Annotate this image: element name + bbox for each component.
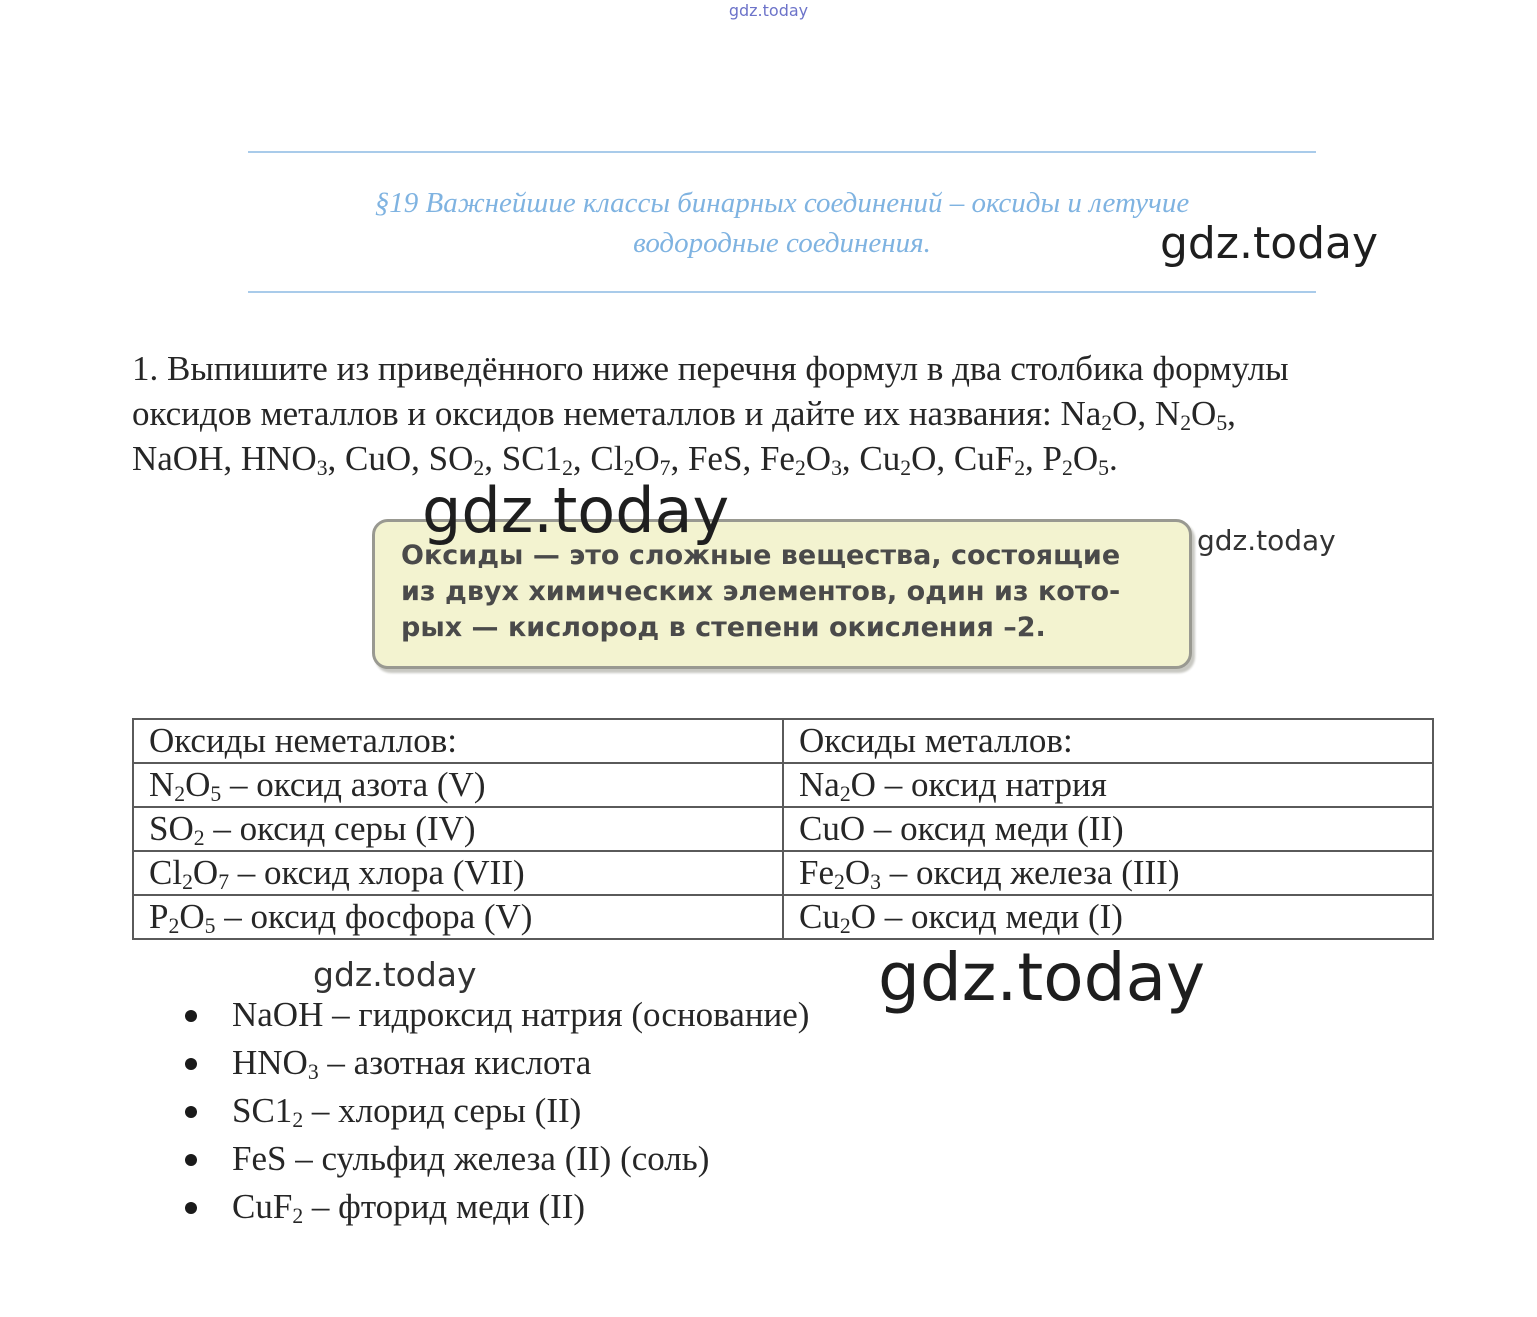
substance-name: – оксид меди (I)	[875, 897, 1123, 936]
formula-symbol: O	[850, 765, 876, 804]
watermark: gdz.today	[1160, 218, 1379, 269]
formula-separator: ,	[327, 439, 346, 478]
formula	[149, 765, 221, 804]
formula-separator: ,	[572, 439, 591, 478]
formula-symbol: O	[1191, 394, 1217, 433]
formula-symbol: FeS	[232, 1139, 287, 1178]
substance-name: – фторид меди (II)	[303, 1187, 586, 1226]
formula-separator: ,	[411, 439, 429, 478]
formula-symbol: CuO	[345, 439, 412, 478]
formula-symbol: HNO	[232, 1043, 308, 1082]
substance-name: – гидроксид натрия (основание)	[323, 995, 810, 1034]
formula-symbol: O	[634, 439, 660, 478]
table-cell	[133, 851, 783, 895]
definition-line-3: рых — кислород в степени окисления –2.	[401, 612, 1046, 643]
substance-name: – азотная кислота	[318, 1043, 592, 1082]
formula-symbol: O	[805, 439, 832, 478]
formula	[232, 1139, 286, 1178]
list-item-text	[232, 1187, 585, 1226]
watermark: gdz.today	[313, 955, 477, 994]
formula-symbol: Na	[799, 765, 840, 804]
table-cell	[133, 807, 783, 851]
formula-subscript: 5	[210, 781, 222, 806]
formula	[241, 439, 328, 478]
formula-symbol: Fe	[759, 439, 795, 478]
formula-subscript: 2	[1014, 455, 1026, 480]
formula-symbol: SO	[149, 809, 194, 848]
formula	[799, 765, 876, 804]
formula-symbol: CuF	[953, 439, 1015, 478]
formula-subscript: 2	[174, 781, 186, 806]
bullet-icon	[185, 1202, 197, 1214]
formula-separator: ,	[841, 439, 860, 478]
formula-symbol: HNO	[240, 439, 317, 478]
formula	[590, 439, 670, 478]
formula-subscript: 7	[659, 455, 671, 480]
formula-separator: ,	[1025, 439, 1043, 478]
list-item	[180, 1089, 809, 1137]
formula	[149, 897, 215, 936]
formula-separator: ,	[1227, 394, 1236, 433]
formula	[954, 439, 1025, 478]
bullet-icon	[185, 1154, 197, 1166]
formula	[799, 853, 881, 892]
formula-subscript: 5	[1098, 455, 1109, 480]
bullet-icon	[185, 1106, 197, 1118]
formula	[132, 439, 223, 478]
formula-subscript: 2	[623, 455, 635, 480]
formula	[232, 1043, 319, 1082]
watermark: gdz.today	[422, 474, 730, 547]
formula-separator: ,	[670, 439, 688, 478]
oxides-table	[132, 718, 1434, 940]
formula	[688, 439, 742, 478]
formula-subscript: 2	[168, 913, 180, 938]
formula-separator: ,	[484, 439, 502, 478]
formula-symbol: CuO	[799, 809, 866, 848]
formula-separator: .	[1108, 439, 1118, 478]
table-header-row	[133, 719, 1433, 763]
formula-subscript: 2	[292, 1203, 304, 1228]
formula	[232, 995, 323, 1034]
formula-separator: ,	[223, 439, 241, 478]
formula-separator: ,	[936, 439, 954, 478]
formula	[345, 439, 411, 478]
formula-symbol: P	[149, 897, 169, 936]
substance-name: – оксид серы (IV)	[204, 809, 476, 848]
formula-symbol: O	[1112, 394, 1138, 433]
table-row	[133, 807, 1433, 851]
list-item-text	[232, 1139, 709, 1178]
task-text	[132, 346, 1452, 481]
formula-subscript: 7	[218, 869, 230, 894]
formula	[859, 439, 936, 478]
formula-symbol: O	[911, 439, 937, 478]
formula-subscript: 2	[473, 455, 485, 480]
formula-subscript: 2	[292, 1107, 304, 1132]
substance-name: – сульфид железа (II) (соль)	[286, 1139, 710, 1178]
formula-symbol: O	[850, 897, 876, 936]
formula-symbol: Na	[1060, 394, 1102, 433]
formula-subscript: 3	[316, 455, 328, 480]
formula-subscript: 3	[831, 455, 842, 480]
formula-subscript: 3	[307, 1059, 319, 1084]
table-cell	[133, 763, 783, 807]
list-item	[180, 1137, 809, 1185]
formula-symbol: O	[185, 765, 211, 804]
substance-name: – оксид хлора (VII)	[229, 853, 525, 892]
formula	[149, 853, 229, 892]
list-item-text	[232, 1043, 591, 1082]
other-substances-list	[180, 993, 809, 1233]
formula	[1060, 394, 1137, 433]
formula-symbol: NaOH	[232, 995, 324, 1034]
task-line-3	[132, 436, 1452, 481]
formula-symbol: FeS	[687, 439, 743, 478]
table-row	[133, 763, 1433, 807]
formula-symbol: N	[1154, 394, 1181, 433]
substance-name: – оксид железа (III)	[880, 853, 1180, 892]
formula-symbol: O	[192, 853, 219, 892]
formula-subscript: 3	[870, 869, 881, 894]
task-line-2-text: оксидов металлов и оксидов неметаллов и дайте их названия:	[132, 394, 1061, 433]
header-rule-bottom	[248, 291, 1316, 293]
formula-symbol: Cl	[149, 853, 183, 892]
list-item-text	[232, 1091, 581, 1130]
formula-symbol: Cu	[799, 897, 840, 936]
formula-subscript: 2	[834, 869, 845, 894]
formula	[1155, 394, 1227, 433]
section-title-line-2: водородные соединения.	[633, 227, 931, 259]
task-line-2	[132, 391, 1452, 436]
formula	[799, 809, 865, 848]
bullet-icon	[185, 1010, 197, 1022]
substance-name: – хлорид серы (II)	[303, 1091, 582, 1130]
list-item	[180, 1041, 809, 1089]
table-row	[133, 895, 1433, 939]
formula-subscript: 5	[204, 913, 216, 938]
formula-subscript: 2	[1180, 410, 1192, 435]
substance-name: – оксид натрия	[875, 765, 1107, 804]
definition-line-2: из двух химических элементов, один из кото-	[401, 576, 1121, 607]
formula-subscript: 2	[1062, 455, 1073, 480]
bullet-icon	[185, 1058, 197, 1070]
list-item	[180, 993, 809, 1041]
formula-subscript: 2	[562, 455, 573, 480]
formula-subscript: 2	[1101, 410, 1113, 435]
formula-symbol: O	[179, 897, 205, 936]
formula	[502, 439, 573, 478]
formula-subscript: 2	[193, 825, 205, 850]
formula	[1043, 439, 1109, 478]
formula-subscript: 5	[1216, 410, 1228, 435]
substance-name: – оксид фосфора (V)	[215, 897, 533, 936]
formula-subscript: 2	[182, 869, 193, 894]
formula	[760, 439, 842, 478]
table-cell	[783, 851, 1433, 895]
watermark: gdz.today	[1197, 524, 1336, 557]
substance-name: – оксид меди (II)	[865, 809, 1124, 848]
definition-line-1: Оксиды — это сложные вещества, состоящие	[401, 540, 1121, 571]
formula-symbol: O	[844, 853, 871, 892]
task-line-1: 1. Выпишите из приведённого ниже перечня формул в два столбика формулы	[132, 349, 1289, 388]
formula-symbol: Cu	[859, 439, 901, 478]
formula-subscript: 2	[794, 455, 806, 480]
formula-symbol: NaOH	[132, 439, 224, 478]
formula-symbol: CuF	[232, 1187, 293, 1226]
table-row	[133, 851, 1433, 895]
header-metal-oxides: Оксиды металлов:	[783, 719, 1433, 763]
substance-name: – оксид азота (V)	[221, 765, 486, 804]
list-item-text	[232, 995, 809, 1034]
formula-symbol: O	[1072, 439, 1099, 478]
list-item	[180, 1185, 809, 1233]
formula-symbol: SO	[428, 439, 474, 478]
formula-symbol: P	[1042, 439, 1063, 478]
formula-separator: ,	[742, 439, 760, 478]
section-title-line-1: §19 Важнейшие классы бинарных соединений – оксиды и летучие	[374, 187, 1190, 219]
formula-symbol: SC1	[501, 439, 563, 478]
formula-symbol: Fe	[799, 853, 834, 892]
table-cell	[783, 807, 1433, 851]
section-title	[248, 183, 1316, 263]
formula-subscript: 2	[900, 455, 912, 480]
watermark: gdz.today	[878, 939, 1206, 1016]
formula	[232, 1187, 303, 1226]
formula	[799, 897, 876, 936]
watermark-top: gdz.today	[728, 1, 809, 20]
formula-separator: ,	[1137, 394, 1155, 433]
header-rule-top	[248, 151, 1316, 153]
formula-symbol: Cl	[590, 439, 624, 478]
formula	[149, 809, 205, 848]
formula	[232, 1091, 303, 1130]
table-cell	[133, 895, 783, 939]
header-nonmetal-oxides: Оксиды неметаллов:	[133, 719, 783, 763]
table-cell	[783, 763, 1433, 807]
formula-list-line-2	[1060, 394, 1235, 433]
formula-symbol: SC1	[232, 1091, 293, 1130]
formula-subscript: 2	[839, 913, 851, 938]
formula-subscript: 2	[839, 781, 851, 806]
formula	[429, 439, 485, 478]
table-cell	[783, 895, 1433, 939]
formula-symbol: N	[149, 765, 175, 804]
